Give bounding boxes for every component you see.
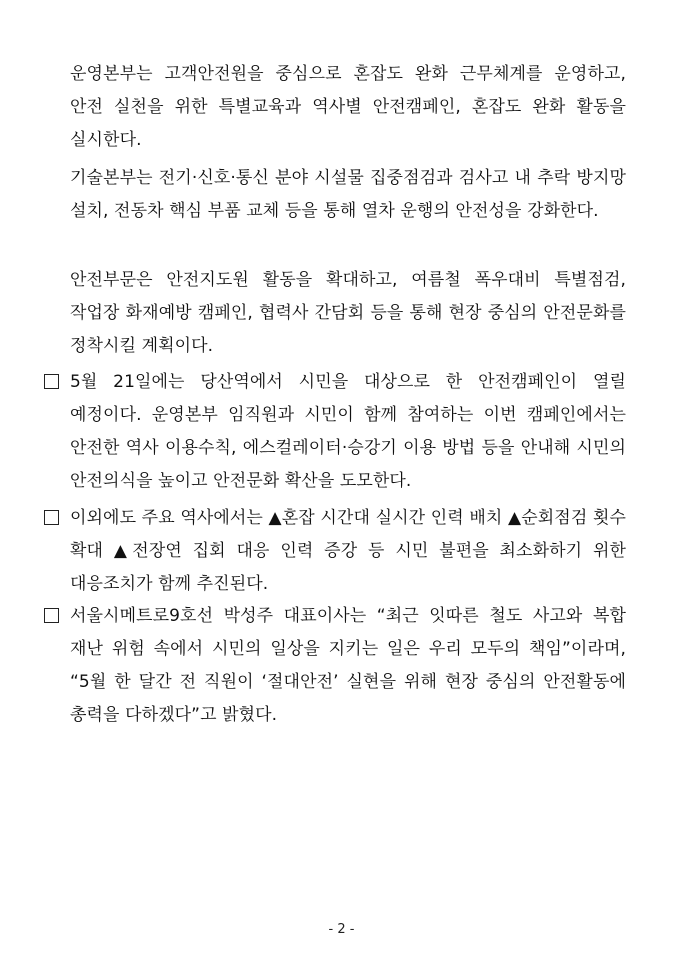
paragraph-safety-department: 안전부문은 안전지도원 활동을 확대하고, 여름철 폭우대비 특별점검, 작업장 화재예방 캠페인, 협력사 간담회 등을 통해 현장 중심의 안전문화를 정착시킬 계획이다.	[70, 270, 626, 356]
bullet-text-campaign: 5월 21일에는 당산역에서 시민을 대상으로 한 안전캠페인이 열릴 예정이다. 운영본부 임직원과 시민이 함께 참여하는 이번 캠페인에서는 안전한 역사 이용수칙, 에스컬레이터·승강기 이용 방법 등을 안내해 시민의 안전의식을 높이고 안전문화 확산을 도모한다.	[70, 372, 626, 491]
bullet-text-measures: 이외에도 주요 역사에서는 ▲혼잡 시간대 실시간 인력 배치 ▲순회점검 횟수 확대 ▲전장연 집회 대응 인력 증강 등 시민 불편을 최소화하기 위한 대응조치가 함께 추진된다.	[70, 508, 626, 594]
paragraph-operations-division: 운영본부는 고객안전원을 중심으로 혼잡도 완화 근무체계를 운영하고, 안전 실천을 위한 특별교육과 역사별 안전캠페인, 혼잡도 완화 활동을 실시한다.	[70, 64, 626, 150]
checkbox-bullet-icon	[44, 510, 59, 525]
page-number: - 2 -	[328, 922, 355, 937]
checkbox-bullet-icon	[44, 374, 59, 389]
checkbox-bullet-icon	[44, 608, 59, 623]
bullet-text-ceo-quote: 서울시메트로9호선 박성주 대표이사는 “최근 잇따른 철도 사고와 복합 재난 위험 속에서 시민의 일상을 지키는 일은 우리 모두의 책임”이라며, “5월 한 달간 전 직원이 ‘절대안전’ 실현을 위해 현장 중심의 안전활동에 총력을 다하겠다”고 밝혔다.	[70, 606, 626, 725]
paragraph-technology-division: 기술본부는 전기·신호·통신 분야 시설물 집중점검과 검사고 내 추락 방지망 설치, 전동차 핵심 부품 교체 등을 통해 열차 운행의 안전성을 강화한다.	[70, 168, 626, 221]
